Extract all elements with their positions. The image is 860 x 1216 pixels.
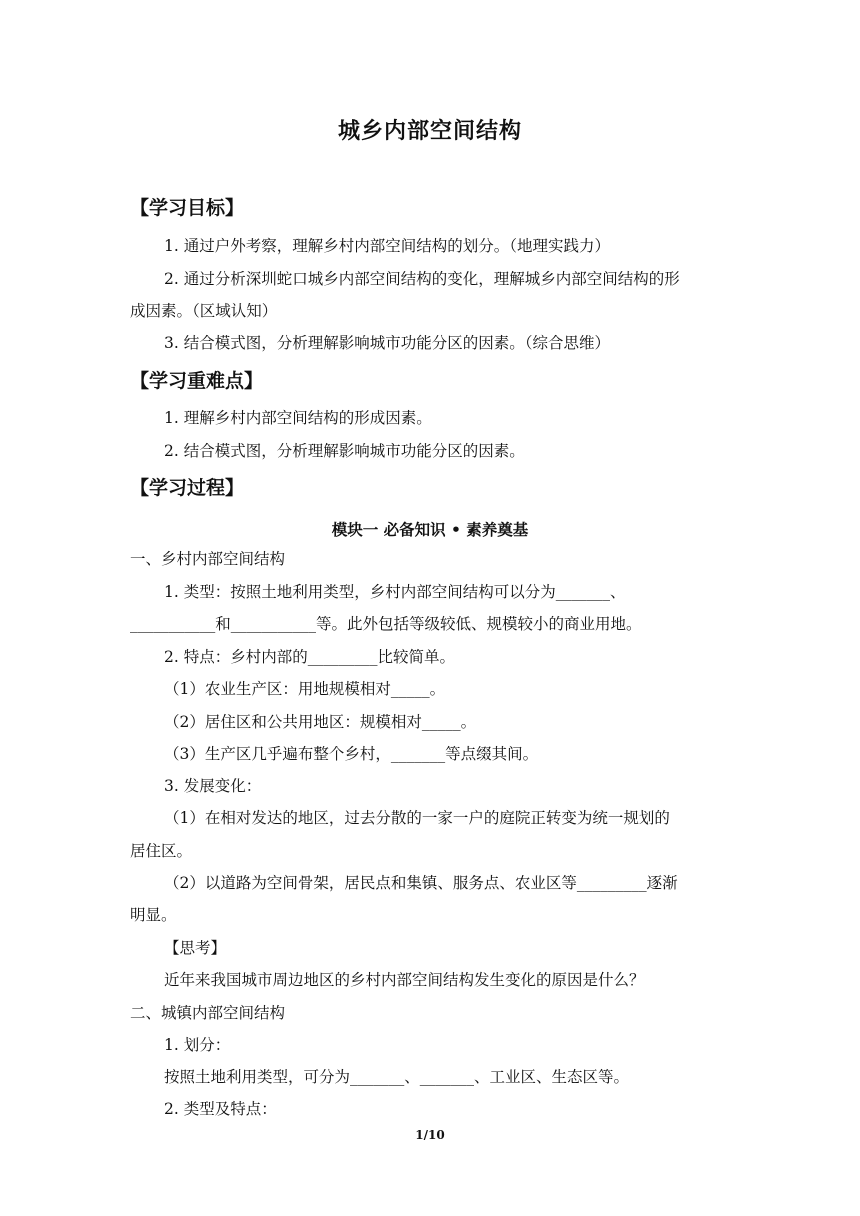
module-title: 模块一 必备知识 • 素养奠基 [331, 521, 529, 539]
section-heading-process: 【学习过程】 [130, 477, 245, 499]
goal-item: 1. 通过户外考察，理解乡村内部空间结构的划分。（地理实践力） [164, 237, 610, 255]
goal-item-continuation: 成因素。（区域认知） [130, 302, 278, 320]
section-heading-key-points: 【学习重难点】 [130, 370, 264, 392]
think-question: 近年来我国城市周边地区的乡村内部空间结构发生变化的原因是什么？ [164, 971, 645, 989]
section-heading-goals: 【学习目标】 [130, 197, 245, 219]
rural-feature: 2. 特点：乡村内部的_________比较简单。 [164, 648, 455, 666]
rural-develop: 3. 发展变化： [164, 777, 262, 795]
rural-develop-item: （1）在相对发达的地区，过去分散的一家一户的庭院正转变为统一规划的 [164, 809, 670, 827]
urban-heading: 二、城镇内部空间结构 [130, 1004, 286, 1022]
rural-feature-item: （1）农业生产区：用地规模相对_____。 [164, 680, 446, 698]
urban-types: 2. 类型及特点： [164, 1100, 277, 1118]
goal-item: 3. 结合模式图，分析理解影响城市功能分区的因素。（综合思维） [164, 334, 610, 352]
page-title: 城乡内部空间结构 [337, 119, 522, 144]
goal-item: 2. 通过分析深圳蛇口城乡内部空间结构的变化，理解城乡内部空间结构的形 [164, 270, 680, 288]
think-heading: 【思考】 [164, 939, 227, 957]
rural-develop-item-cont: 居住区。 [130, 842, 193, 860]
rural-feature-item: （2）居住区和公共用地区：规模相对_____。 [164, 713, 477, 731]
rural-type-line-cont: ___________和___________等。此外包括等级较低、规模较小的商业用地。 [130, 615, 642, 633]
rural-heading: 一、乡村内部空间结构 [130, 550, 286, 568]
rural-feature-item: （3）生产区几乎遍布整个乡村，_______等点缀其间。 [164, 745, 539, 763]
urban-divide-text: 按照土地利用类型，可分为_______、_______、工业区、生态区等。 [164, 1068, 630, 1086]
urban-divide: 1. 划分： [164, 1036, 231, 1054]
key-point-item: 2. 结合模式图，分析理解影响城市功能分区的因素。 [164, 442, 525, 460]
rural-develop-item-cont: 明显。 [130, 906, 177, 924]
rural-develop-item: （2）以道路为空间骨架，居民点和集镇、服务点、农业区等_________逐渐 [164, 874, 678, 892]
rural-type-line: 1. 类型：按照土地利用类型，乡村内部空间结构可以分为_______、 [164, 583, 626, 601]
key-point-item: 1. 理解乡村内部空间结构的形成因素。 [164, 409, 432, 427]
page-number: 1/10 [415, 1128, 445, 1142]
